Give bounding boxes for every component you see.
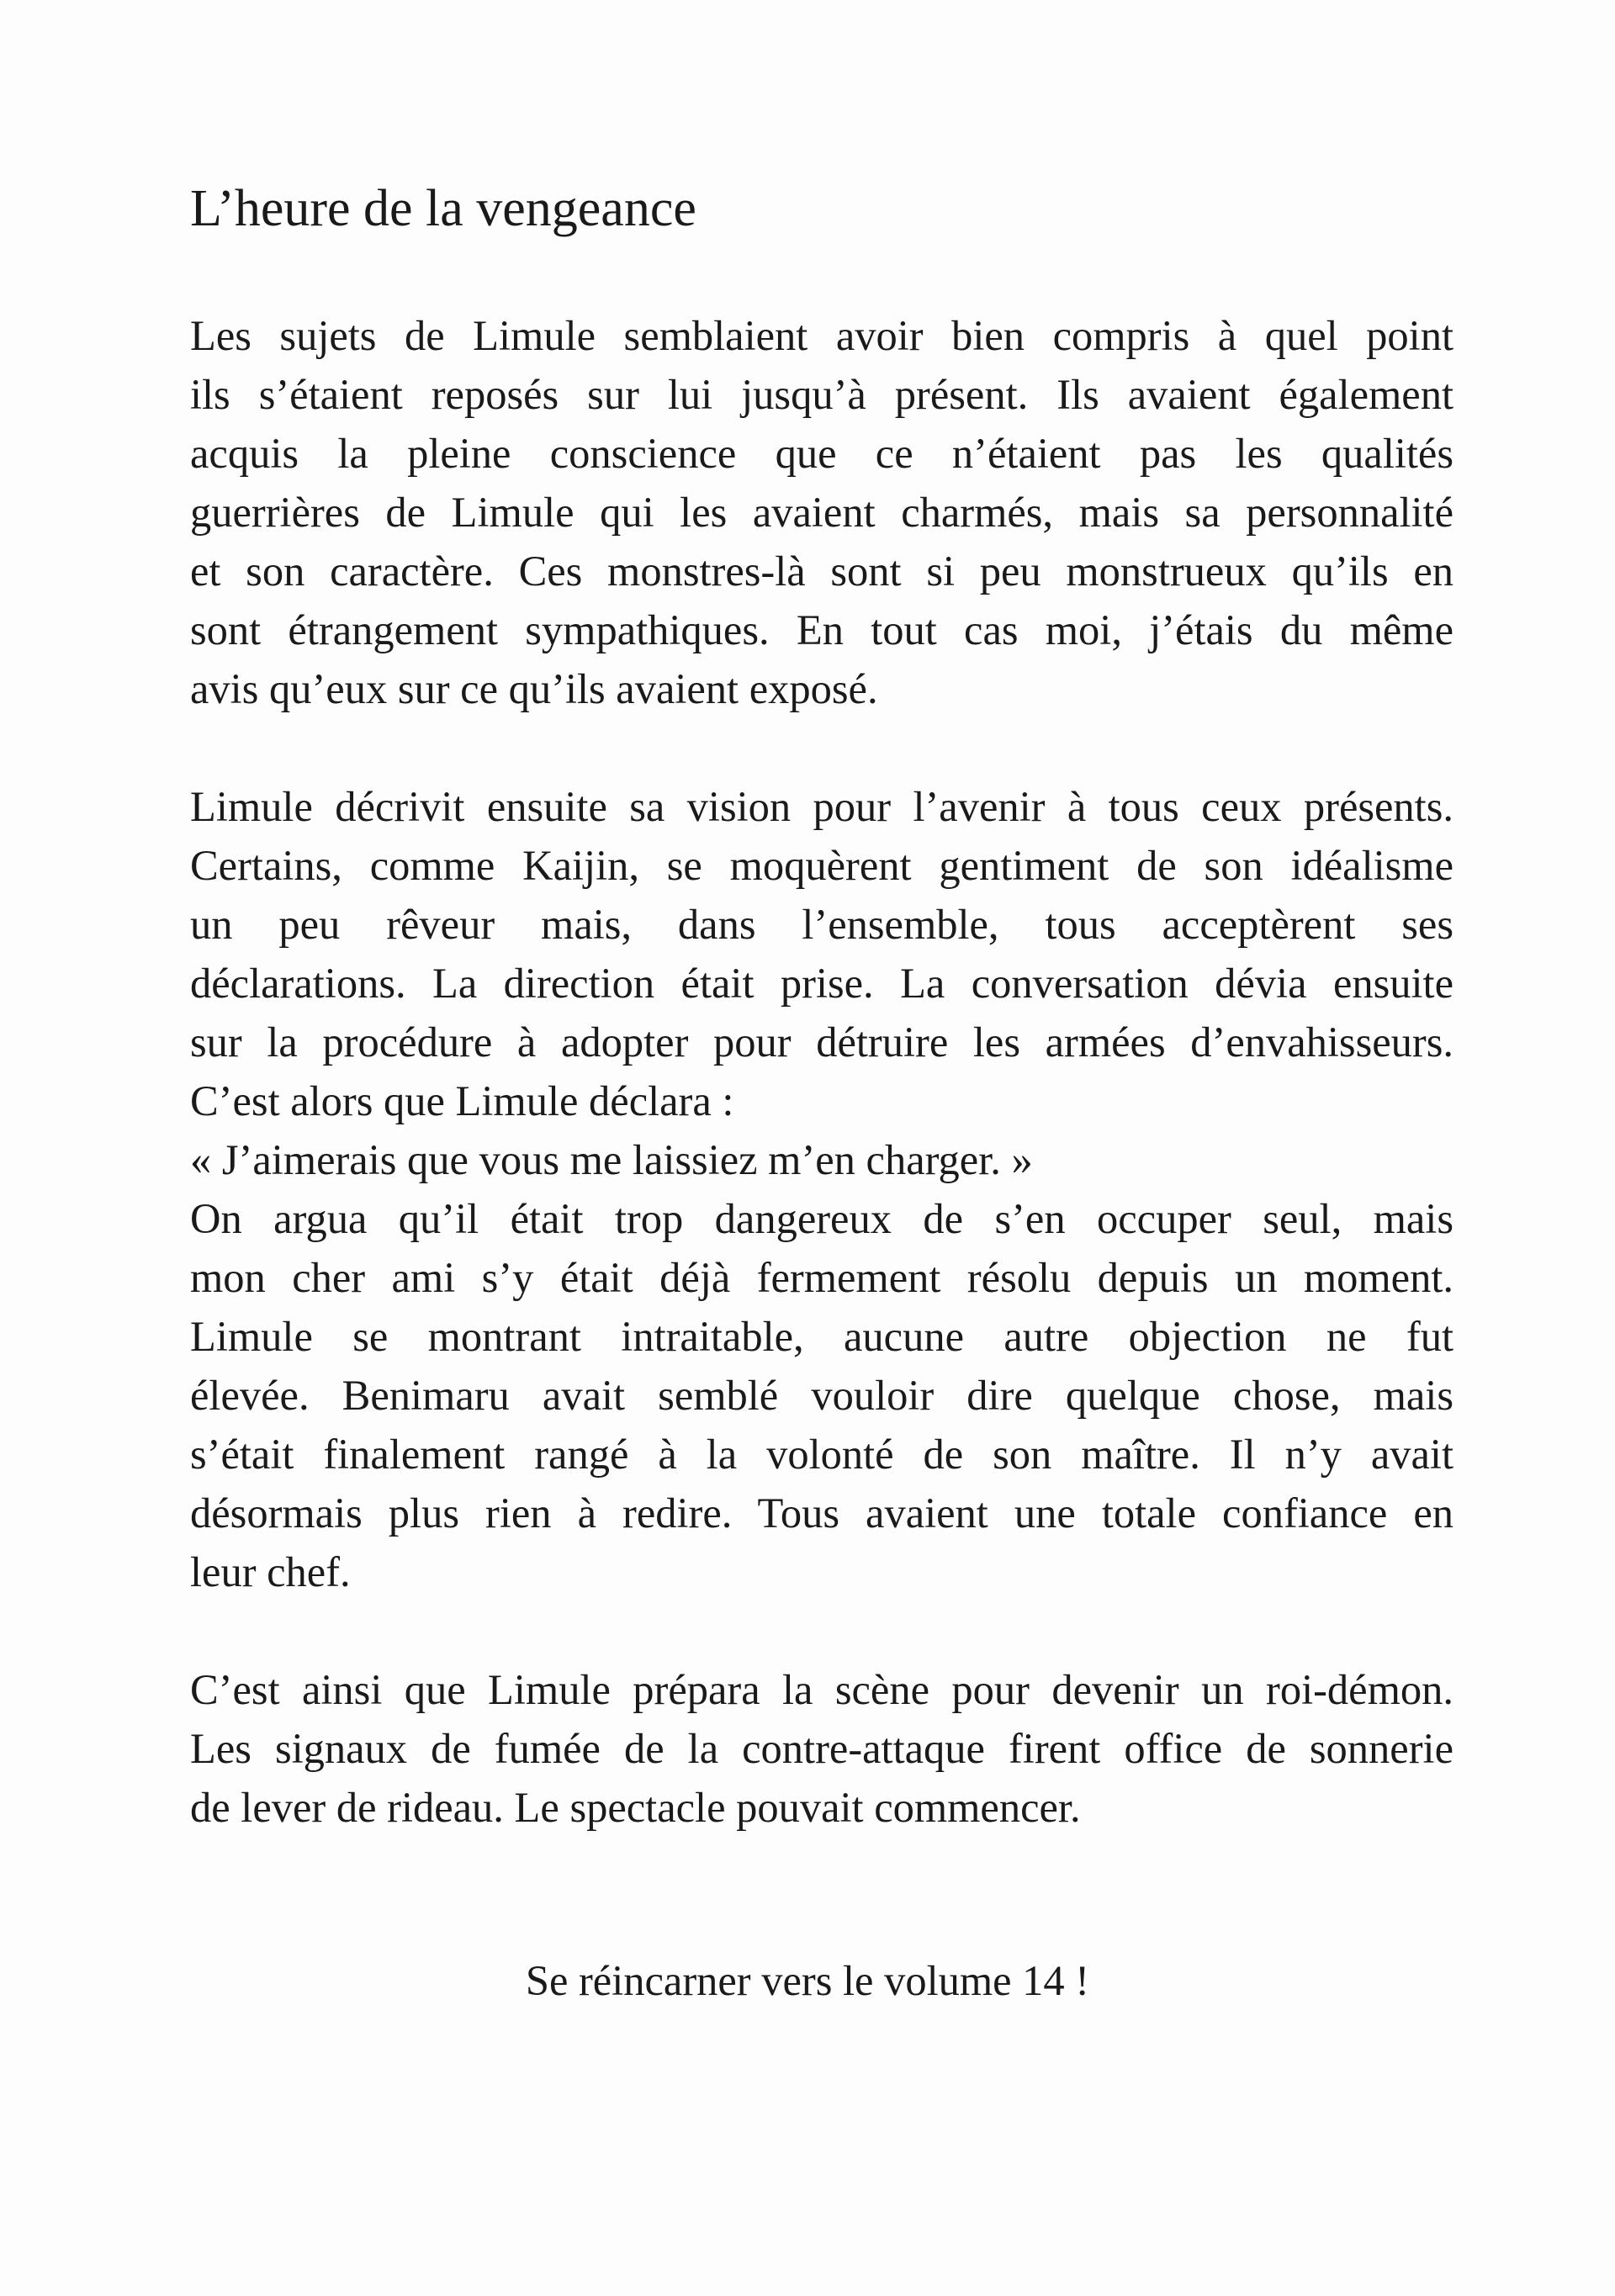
text-line: acquis la pleine conscience que ce n’étaient pas les qualités: [190, 430, 1454, 477]
text-line: un peu rêveur mais, dans l’ensemble, tous acceptèrent ses: [190, 901, 1454, 948]
text-line: leur chef.: [190, 1548, 351, 1595]
text-line: C’est alors que Limule déclara :: [190, 1077, 734, 1124]
text-line: Les signaux de fumée de la contre-attaque firent office de sonnerie: [190, 1725, 1454, 1772]
text-line: Certains, comme Kaijin, se moquèrent gentiment de son idéalisme: [190, 842, 1454, 889]
text-line: « J’aimerais que vous me laissiez m’en charger. »: [190, 1136, 1033, 1183]
text-line: élevée. Benimaru avait semblé vouloir dire quelque chose, mais: [190, 1372, 1454, 1419]
text-line: sur la procédure à adopter pour détruire les armées d’envahisseurs.: [190, 1018, 1454, 1066]
text-line: Limule se montrant intraitable, aucune autre objection ne fut: [190, 1313, 1454, 1360]
text-line: ils s’étaient reposés sur lui jusqu’à présent. Ils avaient également: [190, 371, 1454, 418]
text-line: guerrières de Limule qui les avaient charmés, mais sa personnalité: [190, 489, 1454, 536]
paragraph-1: [190, 306, 1454, 718]
text-line: Les sujets de Limule semblaient avoir bien compris à quel point: [190, 312, 1454, 359]
text-line: et son caractère. Ces monstres-là sont si peu monstrueux qu’ils en: [190, 548, 1454, 595]
text-line: déclarations. La direction était prise. La conversation dévia ensuite: [190, 960, 1454, 1007]
text-line: C’est ainsi que Limule prépara la scène pour devenir un roi-démon.: [190, 1666, 1454, 1713]
text-line: de lever de rideau. Le spectacle pouvait commencer.: [190, 1784, 1081, 1831]
paragraph-2: [190, 777, 1454, 1601]
text-line: désormais plus rien à redire. Tous avaient une totale confiance en: [190, 1489, 1454, 1537]
chapter-title: L’heure de la vengeance: [190, 180, 696, 237]
closing-line: Se réincarner vers le volume 14 !: [525, 1957, 1090, 2004]
text-line: mon cher ami s’y était déjà fermement résolu depuis un moment.: [190, 1254, 1454, 1301]
text-line: avis qu’eux sur ce qu’ils avaient exposé.: [190, 665, 878, 712]
paragraph-3: [190, 1660, 1454, 1837]
text-line: s’était finalement rangé à la volonté de son maître. Il n’y avait: [190, 1431, 1454, 1478]
text-line: Limule décrivit ensuite sa vision pour l’avenir à tous ceux présents.: [190, 783, 1454, 830]
text-line: sont étrangement sympathiques. En tout cas moi, j’étais du même: [190, 606, 1454, 653]
text-line: On argua qu’il était trop dangereux de s’en occuper seul, mais: [190, 1195, 1454, 1242]
